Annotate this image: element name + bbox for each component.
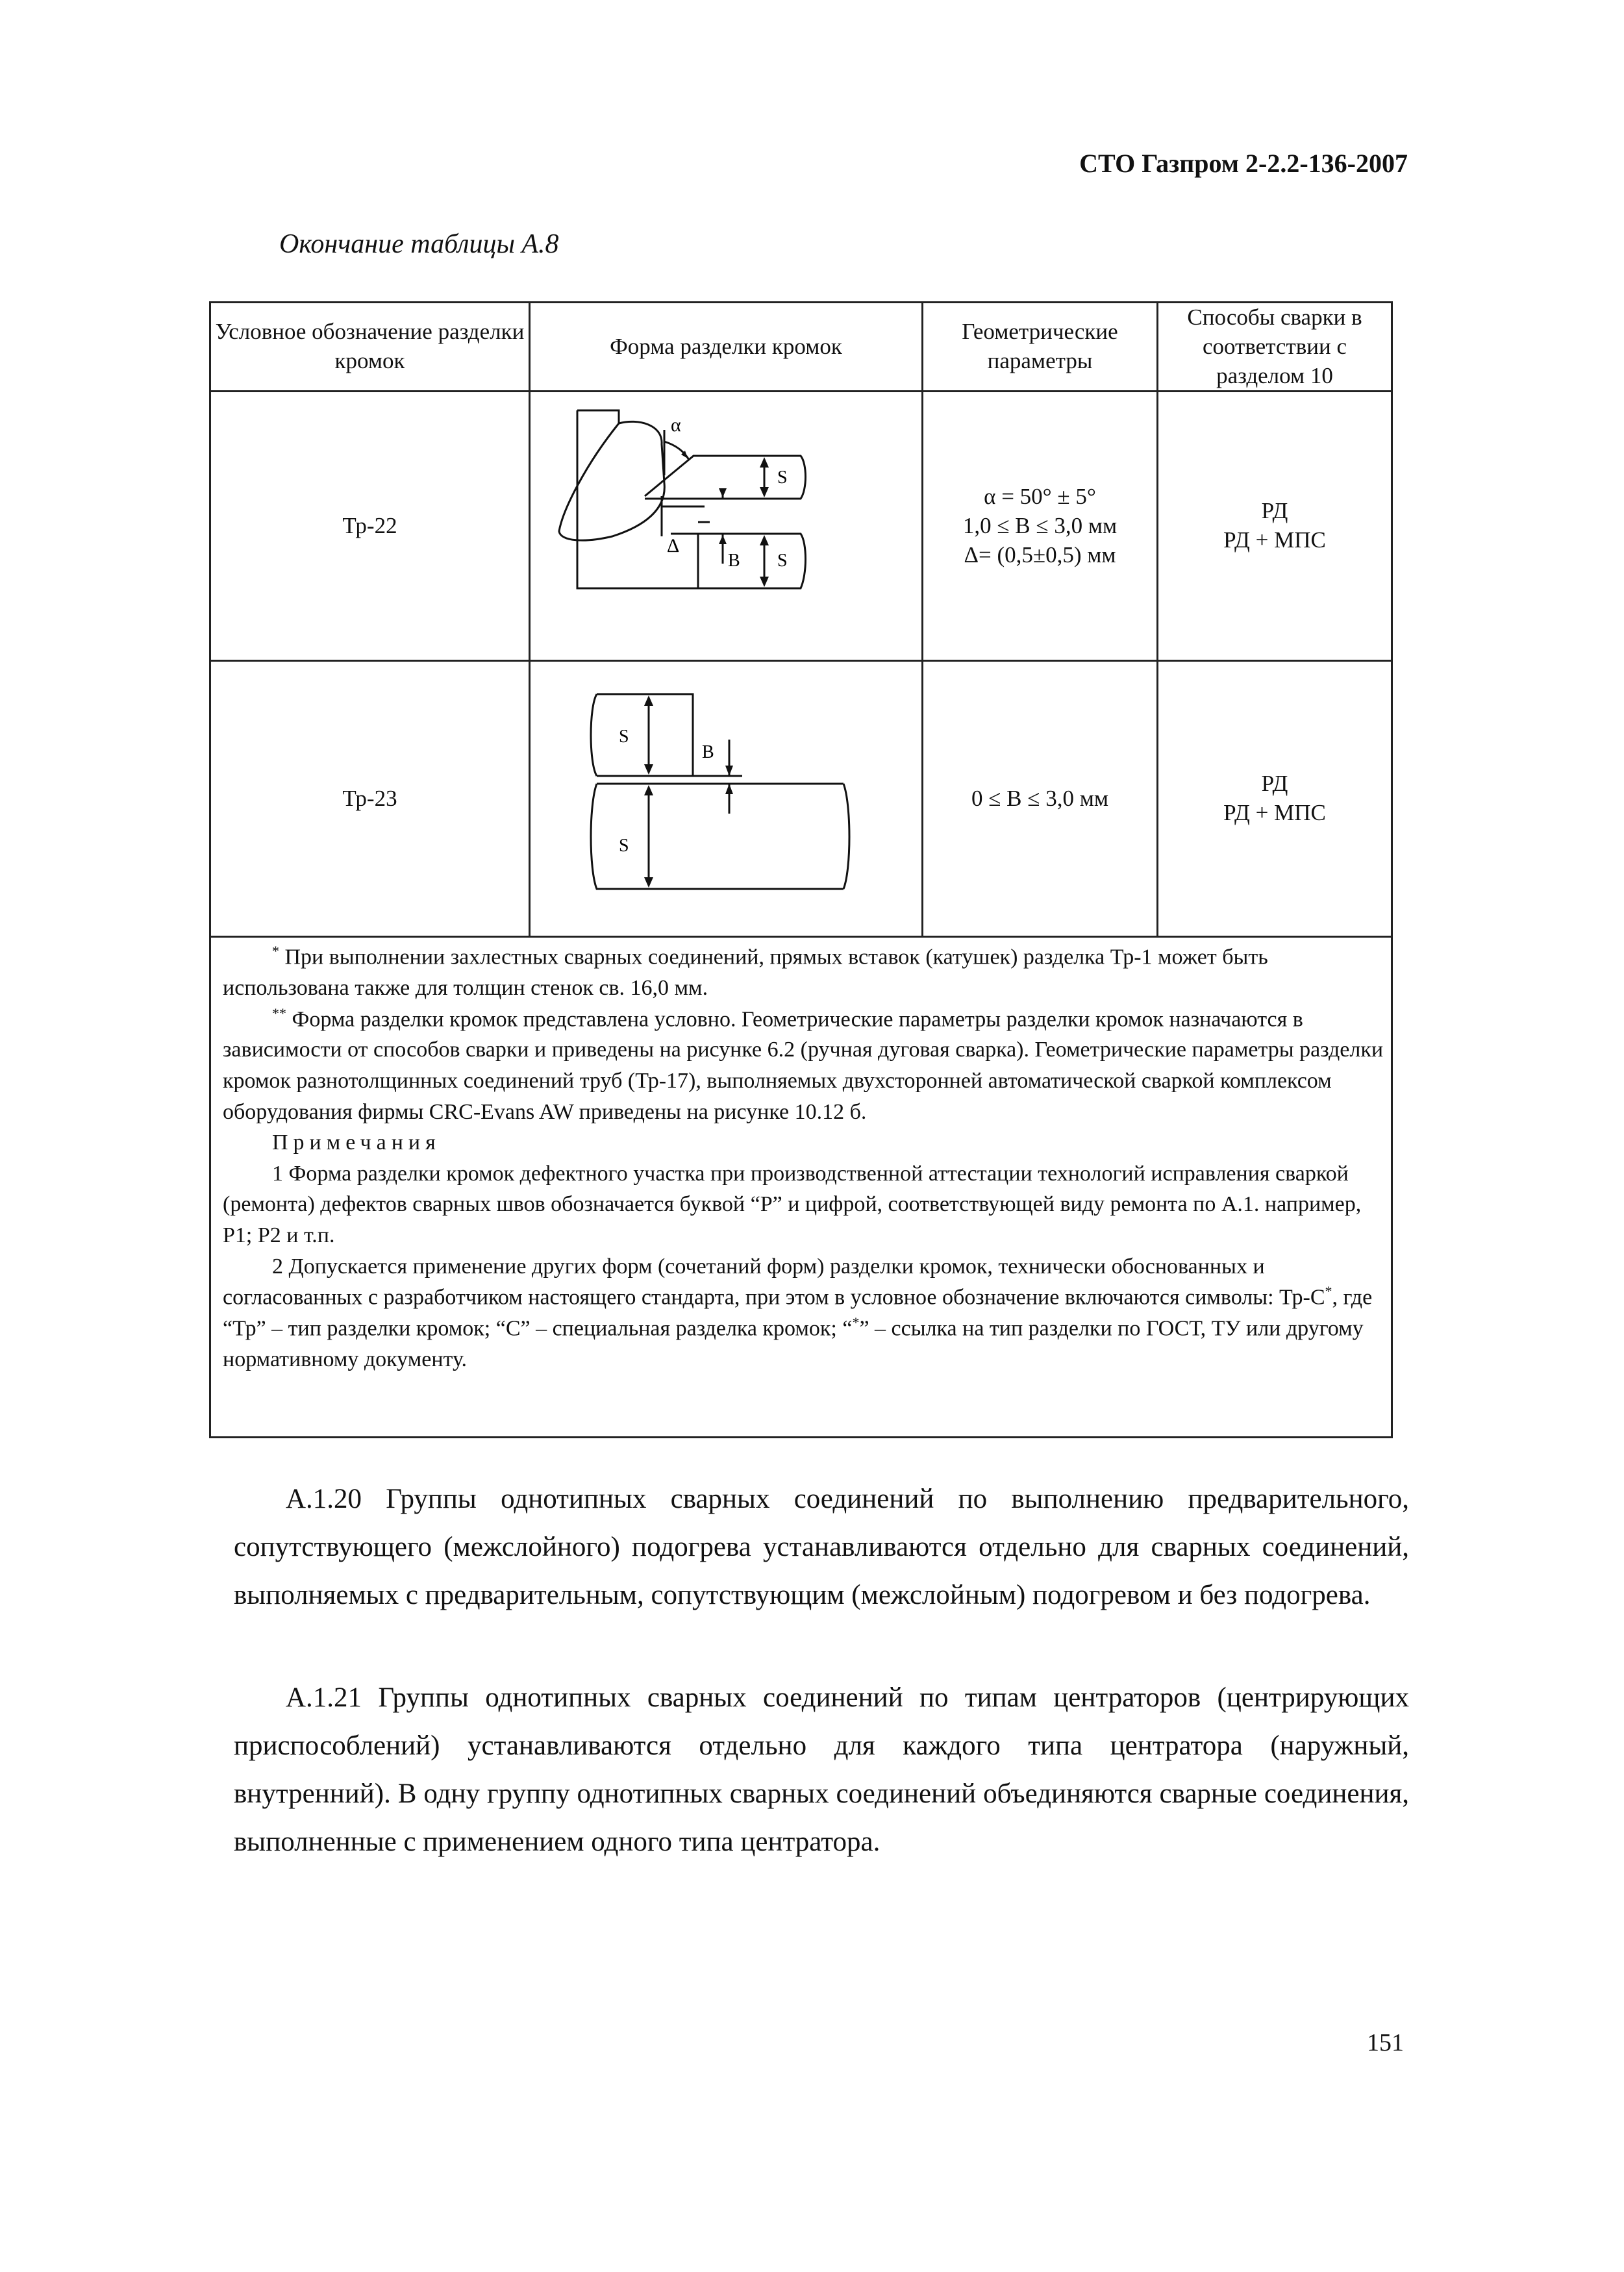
s-label-top: S bbox=[619, 727, 629, 747]
table-caption: Окончание таблицы А.8 bbox=[279, 229, 559, 259]
paragraph-a-1-20: А.1.20 Группы однотипных сварных соединений по выполнению предварительного, сопутствующего (межслойного) подогрева устанавливаются отдельно для сварных соединений, выполняемых с предварительным, сопутствующим (межслойным) подогревом и без подогрева. bbox=[234, 1484, 1409, 1610]
param-alpha: α = 50° ± 5° bbox=[984, 484, 1096, 510]
table-row bbox=[210, 392, 1392, 661]
note-1: 1 Форма разделки кромок дефектного участка при производственной аттестации технологий исправления сваркой (ремонта) дефектов сварных швов обозначается буквой “Р” и цифрой, соответствующей виду ремонта по А.1. например, Р1; Р2 и т.п. bbox=[223, 1161, 1362, 1247]
table-header-row bbox=[210, 303, 1392, 392]
table-row bbox=[210, 661, 1392, 937]
edge-preparation-table bbox=[209, 301, 1393, 1438]
designation-cell: Тр-23 bbox=[210, 661, 530, 937]
column-header-methods: Способы сварки в соответствии с разделом 10 bbox=[1158, 303, 1392, 392]
param-b: 1,0 ≤ B ≤ 3,0 мм bbox=[962, 512, 1118, 538]
footnote-2: ** Форма разделки кромок представлена условно. Геометрические параметры разделки кромок назначаются в зависимости от способов сварки и приведены на рисунке 6.2 (ручная дуговая сварка). Геометрические параметры разделки кромок разнотолщинных соединений труб (Тр-17), выполняемых двухсторонней автоматической сваркой комплексом оборудования фирмы CRC-Evans AW приведены на рисунке 10.12 б. bbox=[223, 1005, 1384, 1124]
tr22-edge-shape-figure bbox=[534, 392, 924, 652]
document-header: СТО Газпром 2-2.2-136-2007 bbox=[1079, 149, 1408, 178]
method-rd-mps: РД + МПС bbox=[1223, 527, 1326, 553]
s-label-bottom: S bbox=[777, 551, 788, 571]
column-header-designation: Условное обозначение разделки кромок bbox=[210, 303, 530, 392]
method-rd: РД bbox=[1261, 771, 1288, 797]
page-number: 151 bbox=[1367, 2029, 1404, 2056]
alpha-label: α bbox=[671, 414, 681, 436]
s-label-top: S bbox=[777, 468, 788, 488]
method-rd-mps: РД + МПС bbox=[1223, 800, 1326, 826]
column-header-shape: Форма разделки кромок bbox=[530, 303, 923, 392]
table-notes-row bbox=[210, 936, 1392, 1437]
column-header-params: Геометрические параметры bbox=[923, 303, 1158, 392]
note-2: 2 Допускается применение других форм (сочетаний форм) разделки кромок, технически обоснованных и согласованных с разработчиком настоящего стандарта, при этом в условное обозначение включаются символы: Тр-С*, где “Тр” – тип разделки кромок; “С” – специальная разделка кромок; “*” – ссылка на тип разделки по ГОСТ, ТУ или другому нормативному документу. bbox=[223, 1254, 1373, 1372]
methods-cell bbox=[1158, 661, 1392, 937]
shape-figure-cell bbox=[530, 661, 923, 937]
paragraph-a-1-21: А.1.21 Группы однотипных сварных соединений по типам центраторов (центрирующих приспособлений) устанавливаются отдельно для каждого типа центратора (наружный, внутренний). В одну группу однотипных сварных соединений объединяются сварные соединения, выполненные с применением одного типа центратора. bbox=[234, 1682, 1409, 1857]
tr23-edge-shape-figure bbox=[534, 662, 924, 928]
designation-cell: Тр-22 bbox=[210, 392, 530, 661]
params-cell bbox=[923, 392, 1158, 661]
params-cell bbox=[923, 661, 1158, 937]
notes-cell bbox=[210, 936, 1392, 1437]
b-label: B bbox=[728, 551, 740, 571]
b-label: B bbox=[702, 742, 714, 763]
notes-title: Примечания bbox=[272, 1130, 441, 1155]
shape-figure-cell bbox=[530, 392, 923, 661]
s-label-bottom: S bbox=[619, 836, 629, 856]
method-rd: РД bbox=[1261, 498, 1288, 524]
delta-label: Δ bbox=[667, 535, 680, 557]
methods-cell bbox=[1158, 392, 1392, 661]
param-delta: Δ= (0,5±0,5) мм bbox=[964, 542, 1116, 568]
footnote-1: * При выполнении захлестных сварных соединений, прямых вставок (катушек) разделка Тр-1 может быть использована также для толщин стенок св. 16,0 мм. bbox=[223, 942, 1268, 1000]
param-b: 0 ≤ B ≤ 3,0 мм bbox=[971, 785, 1109, 811]
